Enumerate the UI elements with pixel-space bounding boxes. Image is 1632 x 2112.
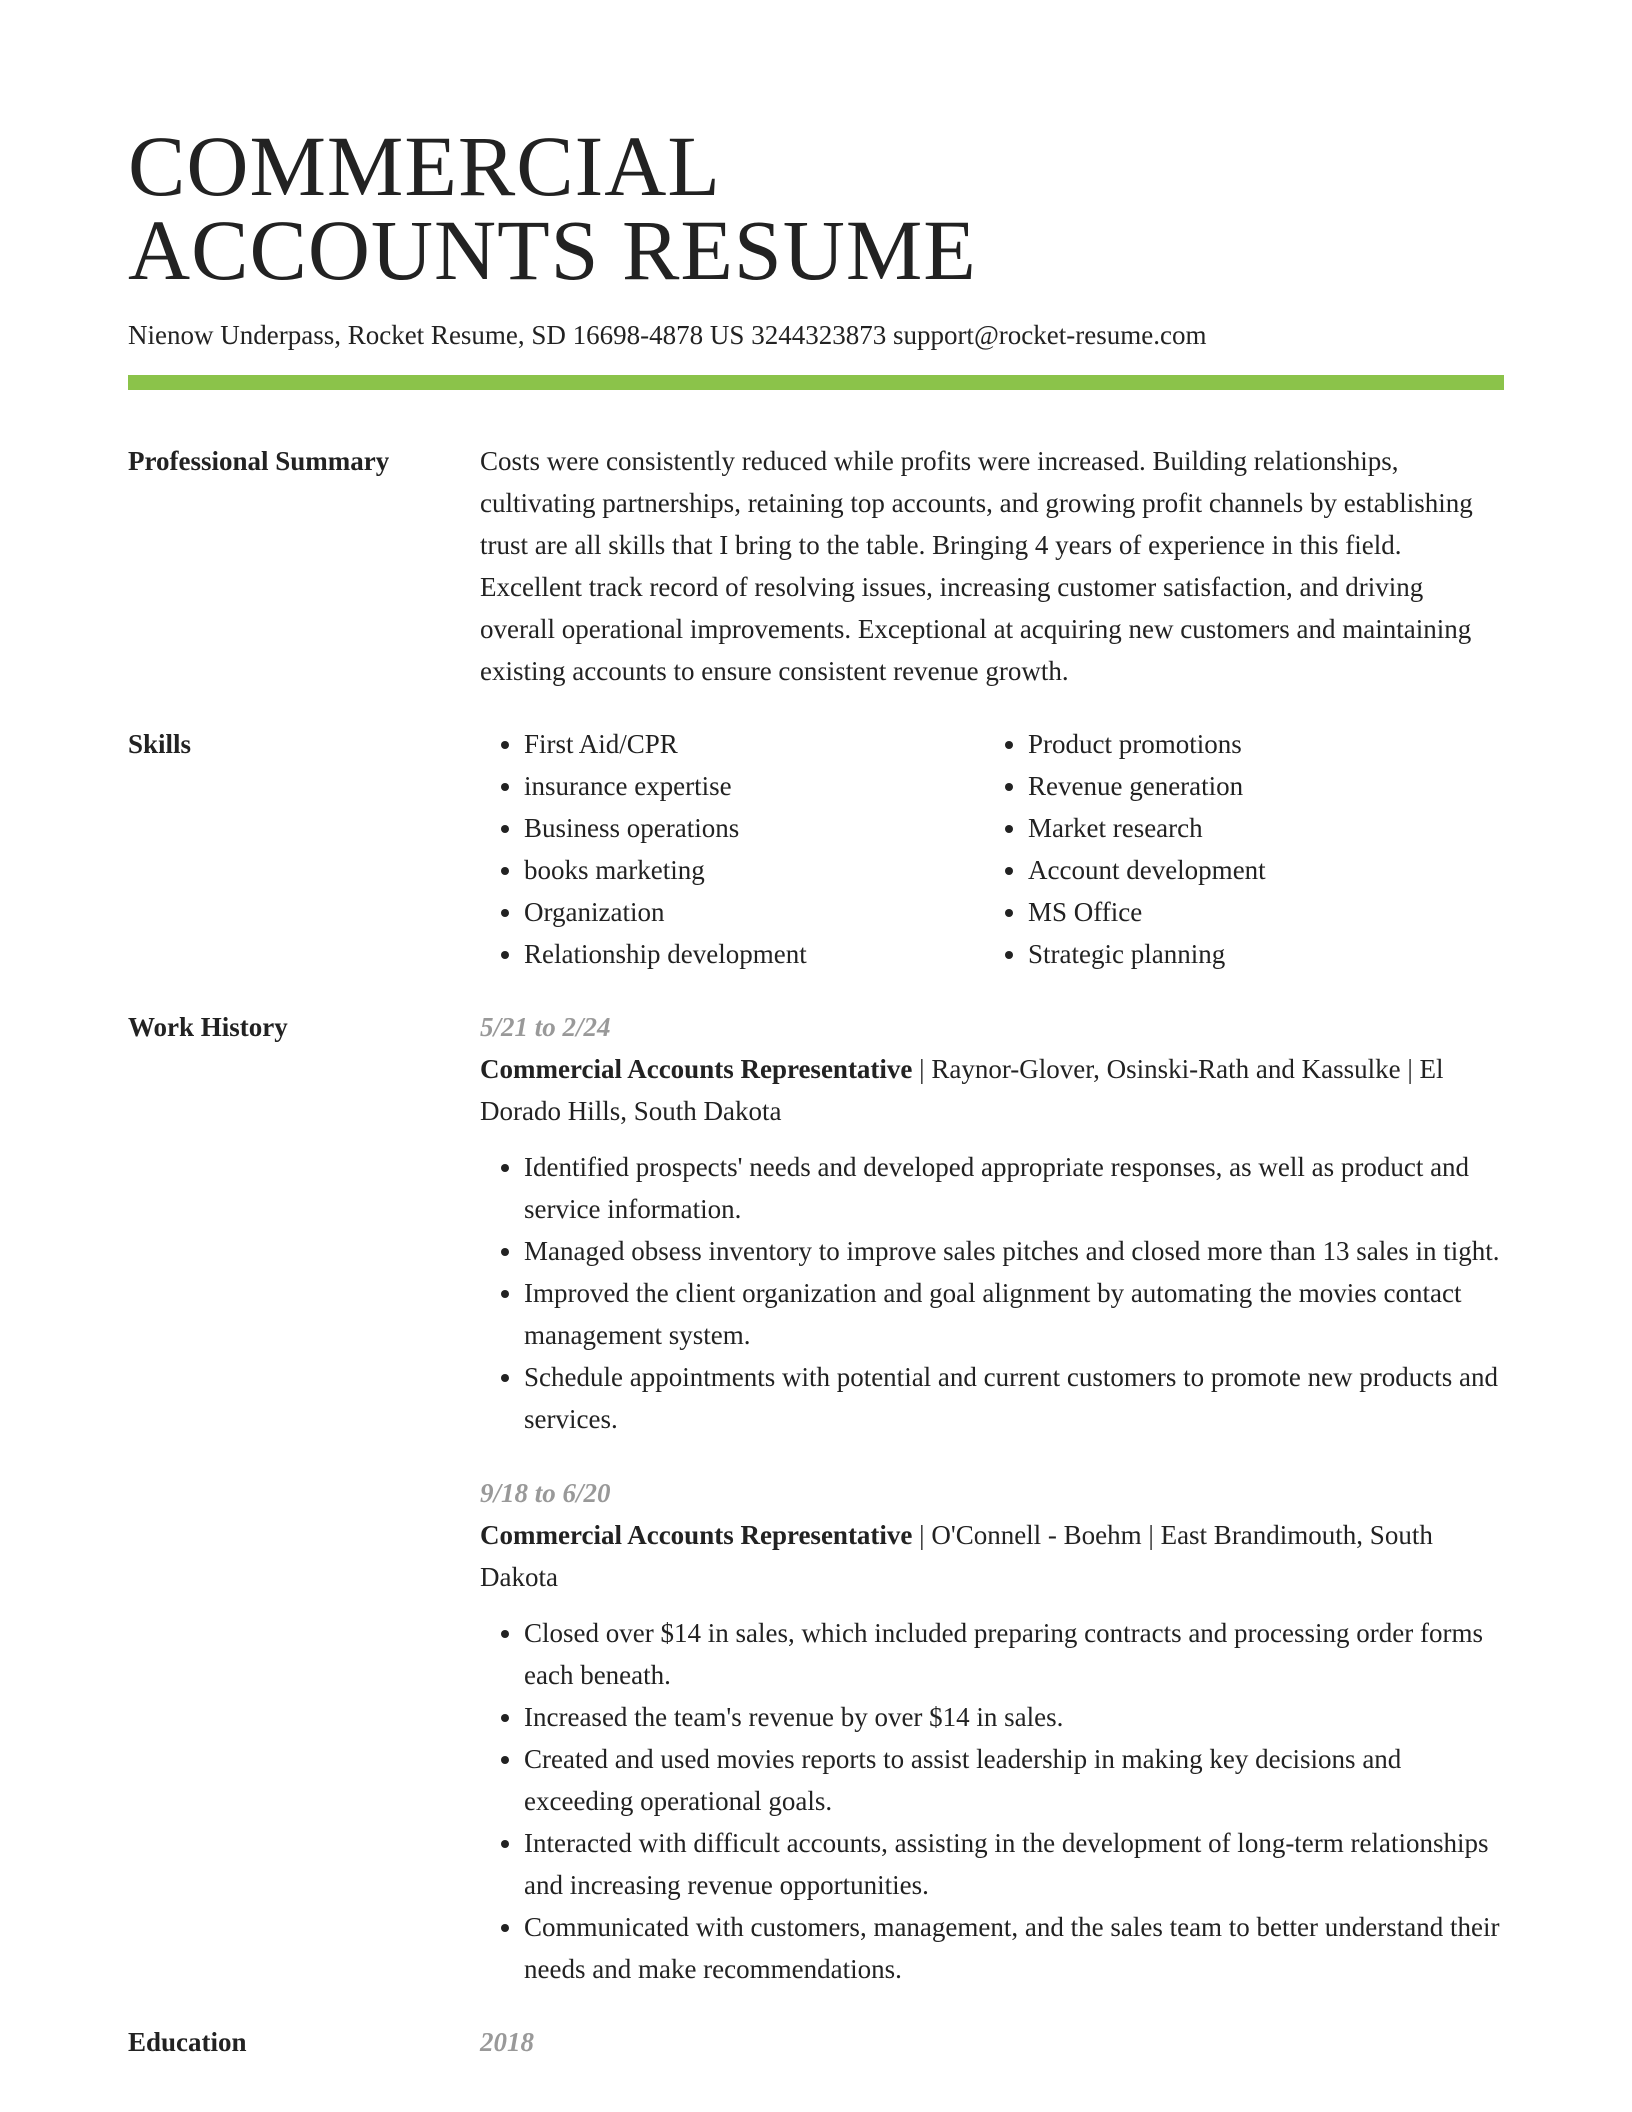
skill-item: • Product promotions <box>1028 723 1488 765</box>
job-bullet: • Closed over $14 in sales, which included preparing contracts and processing order forms each beneath. <box>524 1612 1504 1696</box>
education-label: Education <box>128 2027 247 2057</box>
skills-label: Skills <box>128 729 192 759</box>
skills-column-2 <box>984 723 1488 975</box>
job-details: | Raynor-Glover, Osinski-Rath and Kassulke | El Dorado Hills, South Dakota <box>480 1054 1444 1126</box>
job-bullets <box>480 1146 1504 1440</box>
skill-item: • Organization <box>524 891 984 933</box>
job-dates: 9/18 to 6/20 <box>480 1478 611 1508</box>
job-entry <box>480 1472 1504 1990</box>
skill-item: • Market research <box>1028 807 1488 849</box>
job-heading <box>480 1514 1504 1598</box>
title-line-1: COMMERCIAL <box>128 118 721 214</box>
job-heading <box>480 1048 1504 1132</box>
skill-item: • Strategic planning <box>1028 933 1488 975</box>
summary-text: Costs were consistently reduced while profits were increased. Building relationships, cultivating partnerships, retaining top accounts, and growing profit channels by establishing trust are all skills that I bring to the table. Bringing 4 years of experience in this field. Excellent track record of resolving issues, increasing customer satisfaction, and driving overall operational improvements. Exceptional at acquiring new customers and maintaining existing accounts to ensure consistent revenue growth. <box>480 446 1473 686</box>
accent-divider <box>128 375 1504 390</box>
job-title: Commercial Accounts Representative <box>480 1520 913 1550</box>
job-title: Commercial Accounts Representative <box>480 1054 913 1084</box>
skill-item: • books marketing <box>524 849 984 891</box>
job-bullets <box>480 1612 1504 1990</box>
job-bullet: • Improved the client organization and goal alignment by automating the movies contact management system. <box>524 1272 1504 1356</box>
job-bullet: • Increased the team's revenue by over $14 in sales. <box>524 1696 1504 1738</box>
job-dates: 5/21 to 2/24 <box>480 1012 611 1042</box>
skill-item: • Relationship development <box>524 933 984 975</box>
resume-title <box>128 0 1504 298</box>
job-bullet: • Communicated with customers, management, and the sales team to better understand their needs and make recommendations. <box>524 1906 1504 1990</box>
skills-section <box>128 723 1504 975</box>
skill-item: • insurance expertise <box>524 765 984 807</box>
skills-column-1 <box>480 723 984 975</box>
work-history-section <box>128 1006 1504 1990</box>
work-history-label: Work History <box>128 1012 288 1042</box>
education-section <box>128 2021 1504 2063</box>
contact-info: Nienow Underpass, Rocket Resume, SD 16698-4878 US 3244323873 support@rocket-resume.com <box>128 320 1207 350</box>
skill-item: • Revenue generation <box>1028 765 1488 807</box>
summary-label: Professional Summary <box>128 446 390 476</box>
job-bullet: • Created and used movies reports to assist leadership in making key decisions and exceeding operational goals. <box>524 1738 1504 1822</box>
job-details: | O'Connell - Boehm | East Brandimouth, South Dakota <box>480 1520 1433 1592</box>
summary-section <box>128 440 1504 692</box>
skill-item: • Account development <box>1028 849 1488 891</box>
job-bullet: • Managed obsess inventory to improve sales pitches and closed more than 13 sales in tight. <box>524 1230 1504 1272</box>
education-date: 2018 <box>480 2027 534 2057</box>
job-bullet: • Schedule appointments with potential and current customers to promote new products and services. <box>524 1356 1504 1440</box>
title-line-2: ACCOUNTS RESUME <box>128 202 977 298</box>
resume-page <box>128 0 1504 2063</box>
skill-item: • First Aid/CPR <box>524 723 984 765</box>
skill-item: • Business operations <box>524 807 984 849</box>
job-bullet: • Interacted with difficult accounts, assisting in the development of long-term relationships and increasing revenue opportunities. <box>524 1822 1504 1906</box>
job-entry <box>480 1006 1504 1440</box>
job-bullet: • Identified prospects' needs and developed appropriate responses, as well as product and service information. <box>524 1146 1504 1230</box>
skill-item: • MS Office <box>1028 891 1488 933</box>
